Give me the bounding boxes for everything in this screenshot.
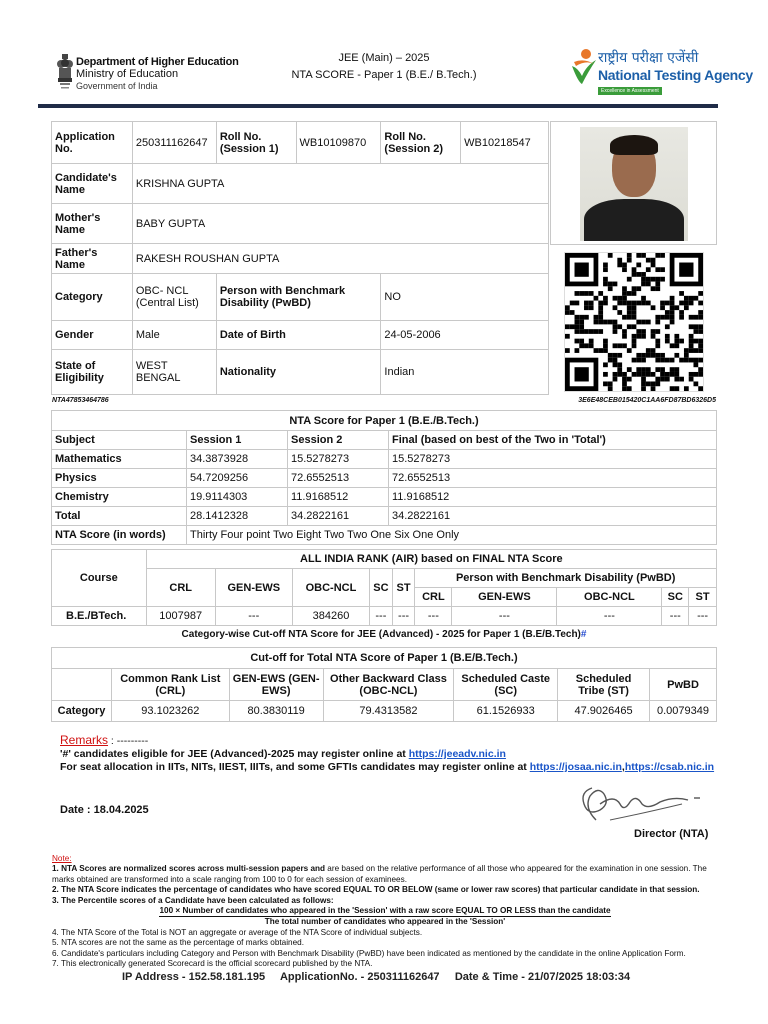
note-7: 7. This electronically generated Scorecard is the official scorecard published by the NTA. <box>52 959 373 969</box>
table-row <box>52 669 717 701</box>
cutoff-crl: 93.1023262 <box>111 701 229 722</box>
table-row <box>52 701 717 722</box>
score-header-final: Final (based on best of the Two in 'Total') <box>389 431 717 450</box>
rank-pwbd-col-obc-ncl: OBC-NCL <box>557 588 662 607</box>
table-row <box>52 607 717 626</box>
dept-line-3: Government of India <box>76 81 158 91</box>
application-no-value: 250311162647 <box>132 122 216 164</box>
cutoff-caption-hash: # <box>580 629 587 640</box>
director-designation: Director (NTA) <box>634 828 709 840</box>
score-words-value: Thirty Four point Two Eight Two Two One Six One Only <box>187 526 717 545</box>
rank-pwbd-obc-ncl: --- <box>557 607 662 626</box>
mother-name-label: Mother's Name <box>52 204 133 244</box>
national-emblem-icon <box>56 52 74 92</box>
candidate-name-label: Candidate's Name <box>52 164 133 204</box>
score-subject: Mathematics <box>52 450 187 469</box>
state-label: State of Eligibility <box>52 350 133 395</box>
remarks-link-separator: , <box>621 761 625 773</box>
candidate-photo <box>550 121 717 245</box>
photo-image <box>580 127 688 241</box>
dob-value: 24-05-2006 <box>381 321 549 350</box>
table-row <box>52 321 549 350</box>
dept-line-2: Ministry of Education <box>76 68 179 80</box>
rank-gen-ews: --- <box>215 607 292 626</box>
notes-block <box>52 854 718 969</box>
gender-label: Gender <box>52 321 133 350</box>
pwbd-label: Person with Benchmark Disability (PwBD) <box>216 274 381 321</box>
note-1-bold: 1. NTA Scores are normalized scores across multi-session papers and <box>52 864 326 874</box>
rank-caption: ALL INDIA RANK (AIR) based on FINAL NTA Score <box>146 550 716 569</box>
remarks-line1-text: '#' candidates eligible for JEE (Advanced)-2025 may register online at <box>60 748 409 760</box>
jeeadv-link[interactable]: https://jeeadv.nic.in <box>408 748 506 760</box>
cutoff-table-caption: Cut-off for Total NTA Score of Paper 1 (B.E/B.Tech.) <box>52 648 717 669</box>
cutoff-table <box>51 647 717 722</box>
rank-pwbd-sc: --- <box>662 607 689 626</box>
rank-pwbd-col-sc: SC <box>662 588 689 607</box>
rank-pwbd-col-st: ST <box>689 588 717 607</box>
category-value: OBC- NCL (Central List) <box>132 274 216 321</box>
title-line-2: NTA SCORE - Paper 1 (B.E./ B.Tech.) <box>291 69 477 81</box>
score-header-session2: Session 2 <box>288 431 389 450</box>
table-row <box>52 122 549 164</box>
cutoff-col-st: Scheduled Tribe (ST) <box>558 669 650 701</box>
rank-sc: --- <box>370 607 393 626</box>
table-row <box>52 450 717 469</box>
score-session1: 34.3873928 <box>187 450 288 469</box>
rank-pwbd-caption: Person with Benchmark Disability (PwBD) <box>415 569 717 588</box>
table-row <box>52 204 549 244</box>
cutoff-sc: 61.1526933 <box>454 701 558 722</box>
note-2: 2. The NTA Score indicates the percentage of candidates who have scored EQUAL TO OR BELOW (same or lower raw scores) that particular candidate in that session. <box>52 885 700 895</box>
csab-link[interactable]: https://csab.nic.in <box>624 761 715 773</box>
note-4: 4. The NTA Score of the Total is NOT an aggregate or average of the NTA Score of individual subjects. <box>52 927 423 937</box>
cutoff-pwbd: 0.0079349 <box>650 701 717 722</box>
note-1 <box>52 864 718 885</box>
rank-col-sc: SC <box>370 569 393 607</box>
table-row <box>52 431 717 450</box>
note-5: 5. NTA scores are not the same as the percentage of marks obtained. <box>52 938 304 948</box>
score-session2: 11.9168512 <box>288 488 389 507</box>
nta-english-name: National Testing Agency <box>598 67 753 83</box>
score-session2: 72.6552513 <box>288 469 389 488</box>
rank-col-gen-ews: GEN-EWS <box>215 569 292 607</box>
note-3: 3. The Percentile scores of a Candidate have been calculated as follows: <box>52 895 334 905</box>
cutoff-row-label: Category <box>52 701 112 722</box>
remarks-value: : --------- <box>108 735 149 747</box>
cutoff-caption <box>51 629 717 640</box>
title-line-1: JEE (Main) – 2025 <box>338 52 430 64</box>
roll2-value: WB10218547 <box>461 122 549 164</box>
photo-shoulders <box>584 199 684 241</box>
score-session1: 28.1412328 <box>187 507 288 526</box>
score-final: 15.5278273 <box>389 450 717 469</box>
cutoff-gen-ews: 80.3830119 <box>229 701 323 722</box>
barcode-id-right: 3E6E48CEB015420C1AA6FD87BD6326D5 <box>578 397 716 404</box>
score-session1: 19.9114303 <box>187 488 288 507</box>
state-value: WEST BENGAL <box>132 350 216 395</box>
department-block <box>76 56 239 92</box>
score-subject: Chemistry <box>52 488 187 507</box>
rank-col-st: ST <box>392 569 415 607</box>
director-signature <box>570 774 710 830</box>
rank-pwbd-gen-ews: --- <box>452 607 557 626</box>
score-session2: 34.2822161 <box>288 507 389 526</box>
table-row <box>52 411 717 431</box>
table-row <box>52 350 549 395</box>
score-session1: 54.7209256 <box>187 469 288 488</box>
score-session2: 15.5278273 <box>288 450 389 469</box>
dob-label: Date of Birth <box>216 321 381 350</box>
table-row <box>52 648 717 669</box>
issue-date: Date : 18.04.2025 <box>60 804 149 816</box>
score-subject: Physics <box>52 469 187 488</box>
remarks-line2-text: For seat allocation in IITs, NITs, IIEST, IIITs, and some GFTIs candidates may register online at <box>60 761 530 773</box>
cutoff-col-sc: Scheduled Caste (SC) <box>454 669 558 701</box>
score-header-subject: Subject <box>52 431 187 450</box>
table-row <box>52 469 717 488</box>
rank-course-label: Course <box>52 550 147 607</box>
percentile-formula <box>52 906 718 928</box>
rank-pwbd-col-crl: CRL <box>415 588 452 607</box>
header-rule <box>38 104 718 108</box>
table-row <box>52 507 717 526</box>
document-title <box>250 50 518 84</box>
cutoff-col-crl: Common Rank List (CRL) <box>111 669 229 701</box>
pwbd-value: NO <box>381 274 549 321</box>
qr-code-icon <box>564 252 704 392</box>
rank-table <box>51 549 717 626</box>
score-final: 72.6552513 <box>389 469 717 488</box>
score-caption: NTA Score for Paper 1 (B.E./B.Tech.) <box>52 411 717 431</box>
nta-score-table <box>51 410 717 545</box>
table-row <box>52 526 717 545</box>
nationality-value: Indian <box>381 350 549 395</box>
footer-meta: IP Address - 152.58.181.195 ApplicationNo. - 250311162647 Date & Time - 21/07/2025 18:03:34 <box>122 971 631 983</box>
rank-obc-ncl: 384260 <box>292 607 369 626</box>
dept-line-1: Department of Higher Education <box>76 56 239 68</box>
josaa-link[interactable]: https://josaa.nic.in <box>529 761 622 773</box>
score-words-label: NTA Score (in words) <box>52 526 187 545</box>
table-row <box>52 550 717 569</box>
mother-name-value: BABY GUPTA <box>132 204 548 244</box>
table-row <box>52 164 549 204</box>
category-label: Category <box>52 274 133 321</box>
formula-denominator: The total number of candidates who appeared in the 'Session' <box>264 917 506 927</box>
nta-wordmark <box>598 48 753 95</box>
cutoff-empty-header <box>52 669 112 701</box>
roll2-label: Roll No. (Session 2) <box>381 122 461 164</box>
formula-numerator: 100 × Number of candidates who appeared in the 'Session' with a raw score EQUAL TO OR LESS than the candidate <box>159 906 610 917</box>
rank-pwbd-crl: --- <box>415 607 452 626</box>
score-subject: Total <box>52 507 187 526</box>
remarks-title: Remarks <box>60 733 109 747</box>
table-row <box>52 274 549 321</box>
candidate-info-table <box>51 121 549 395</box>
nta-hindi-name: राष्ट्रीय परीक्षा एजेंसी <box>598 50 699 66</box>
gender-value: Male <box>132 321 216 350</box>
note-1-text: are based on the relative performance of all those who appeared for the examination in one session. The marks obtained are transformed into a scale ranging from 100 to 0 for each session of examinees. <box>52 864 707 884</box>
nta-tagline: Excellence in Assessment <box>598 87 662 95</box>
rank-st: --- <box>392 607 415 626</box>
cutoff-st: 47.9026465 <box>558 701 650 722</box>
photo-hair <box>610 135 658 155</box>
table-row <box>52 244 549 274</box>
table-row <box>52 569 717 588</box>
cutoff-col-pwbd: PwBD <box>650 669 717 701</box>
nta-logo-icon <box>568 48 598 88</box>
cutoff-col-obc-ncl: Other Backward Class (OBC-NCL) <box>323 669 454 701</box>
rank-crl: 1007987 <box>146 607 215 626</box>
score-final: 34.2822161 <box>389 507 717 526</box>
rank-course: B.E./BTech. <box>52 607 147 626</box>
score-final: 11.9168512 <box>389 488 717 507</box>
candidate-name-value: KRISHNA GUPTA <box>132 164 548 204</box>
score-header-session1: Session 1 <box>187 431 288 450</box>
cutoff-obc-ncl: 79.4313582 <box>323 701 454 722</box>
cutoff-caption-text: Category-wise Cut-off NTA Score for JEE (Advanced) - 2025 for Paper 1 (B.E/B.Tech) <box>181 629 581 640</box>
header <box>0 0 768 106</box>
notes-title: Note: <box>52 854 72 863</box>
nationality-label: Nationality <box>216 350 381 395</box>
remarks-block <box>60 734 714 774</box>
cutoff-col-gen-ews: GEN-EWS (GEN-EWS) <box>229 669 323 701</box>
note-6: 6. Candidate's particulars including Category and Person with Benchmark Disability (PwBD) have been indicated as mentioned by the candidate in the online Application Form. <box>52 948 686 958</box>
father-name-label: Father's Name <box>52 244 133 274</box>
rank-pwbd-col-gen-ews: GEN-EWS <box>452 588 557 607</box>
rank-pwbd-st: --- <box>689 607 717 626</box>
table-row <box>52 488 717 507</box>
barcode-id-left: NTA47853464786 <box>52 397 109 404</box>
roll1-label: Roll No. (Session 1) <box>216 122 296 164</box>
rank-col-obc-ncl: OBC-NCL <box>292 569 369 607</box>
application-no-label: Application No. <box>52 122 133 164</box>
rank-col-crl: CRL <box>146 569 215 607</box>
roll1-value: WB10109870 <box>296 122 381 164</box>
father-name-value: RAKESH ROUSHAN GUPTA <box>132 244 548 274</box>
